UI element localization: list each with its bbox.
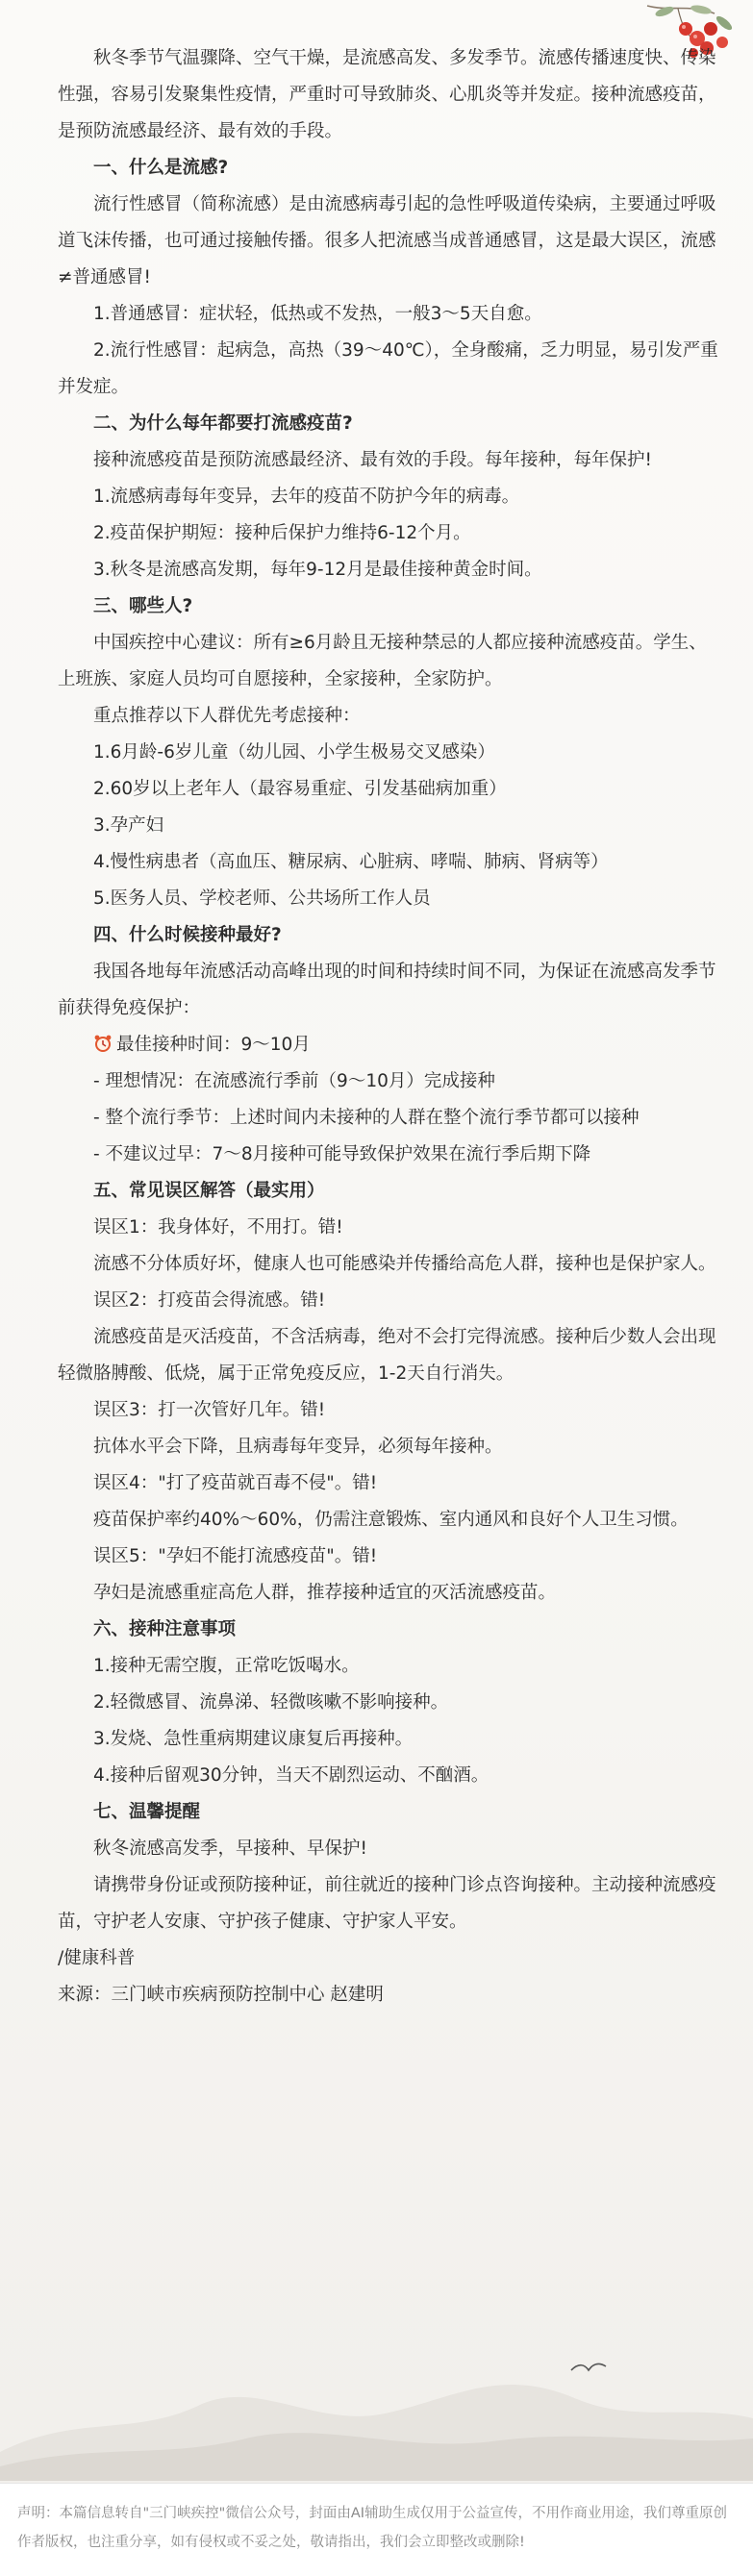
list-item: 2.流行性感冒：起病急，高热（39～40℃），全身酸痛，乏力明显，易引发严重并发症。 bbox=[58, 340, 718, 397]
list-item: 1.6月龄-6岁儿童（幼儿园、小学生极易交叉感染） bbox=[93, 742, 495, 763]
column-label: /健康科普 bbox=[58, 1948, 136, 1968]
section-heading-1: 一、什么是流感? bbox=[93, 158, 229, 178]
myth-answer: 抗体水平会下降，且病毒每年变异，必须每年接种。 bbox=[93, 1437, 503, 1457]
best-time-line bbox=[58, 1027, 721, 1063]
paragraph: 重点推荐以下人群优先考虑接种： bbox=[93, 706, 361, 726]
paragraph: 接种流感疫苗是预防流感最经济、最有效的手段。每年接种，每年保护! bbox=[93, 450, 652, 470]
paragraph: 流行性感冒（简称流感）是由流感病毒引起的急性呼吸道传染病，主要通过呼吸道飞沫传播，也可通过接触传播。很多人把流感当成普通感冒，这是最大误区，流感≠普通感冒! bbox=[58, 194, 716, 288]
list-item: - 不建议过早：7～8月接种可能导致保护效果在流行季后期下降 bbox=[93, 1144, 591, 1164]
best-time-text: 最佳接种时间：9～10月 bbox=[116, 1035, 311, 1055]
myth-line: 误区4："打了疫苗就百毒不侵"。错! bbox=[93, 1473, 378, 1493]
list-item: 4.接种后留观30分钟，当天不剧烈运动、不酗酒。 bbox=[93, 1765, 489, 1786]
section-heading-4: 四、什么时候接种最好? bbox=[93, 925, 282, 945]
myth-answer: 疫苗保护率约40%～60%，仍需注意锻炼、室内通风和良好个人卫生习惯。 bbox=[93, 1510, 689, 1530]
paragraph: 中国疾控中心建议：所有≥6月龄且无接种禁忌的人都应接种流感疫苗。学生、上班族、家庭人员均可自愿接种，全家接种，全家防护。 bbox=[58, 633, 707, 689]
section-heading-6: 六、接种注意事项 bbox=[93, 1619, 237, 1639]
disclaimer bbox=[0, 2483, 753, 2576]
list-item: - 理想情况：在流感流行季前（9～10月）完成接种 bbox=[93, 1071, 495, 1091]
myth-line: 误区3：打一次管好几年。错! bbox=[93, 1400, 326, 1420]
list-item: 2.轻微感冒、流鼻涕、轻微咳嗽不影响接种。 bbox=[93, 1692, 449, 1713]
list-item: 1.接种无需空腹，正常吃饭喝水。 bbox=[93, 1656, 360, 1676]
disclaimer-text: 声明：本篇信息转自"三门峡疾控"微信公众号，封面由AI辅助生成仅用于公益宣传，不用作商业用途，我们尊重原创作者版权，也注重分享，如有侵权或不妥之处，敬请指出，我们会立即整改或删除! bbox=[17, 2506, 728, 2550]
list-item: 4.慢性病患者（高血压、糖尿病、心脏病、哮喘、肺病、肾病等） bbox=[93, 852, 609, 872]
section-heading-2: 二、为什么每年都要打流感疫苗? bbox=[93, 413, 353, 434]
paragraph: 我国各地每年流感活动高峰出现的时间和持续时间不同，为保证在流感高发季节前获得免疫保护： bbox=[58, 962, 716, 1018]
alarm-clock-icon bbox=[93, 1034, 113, 1053]
list-item: - 整个流行季节：上述时间内未接种的人群在整个流行季节都可以接种 bbox=[93, 1108, 640, 1128]
paragraph: 秋冬流感高发季，早接种、早保护! bbox=[93, 1838, 367, 1859]
myth-answer: 流感不分体质好坏，健康人也可能感染并传播给高危人群，接种也是保护家人。 bbox=[93, 1254, 716, 1274]
paragraph: 请携带身份证或预防接种证，前往就近的接种门诊点咨询接种。主动接种流感疫苗，守护老人安康、守护孩子健康、守护家人平安。 bbox=[58, 1875, 716, 1932]
myth-line: 误区2：打疫苗会得流感。错! bbox=[93, 1290, 326, 1311]
section-heading-3: 三、哪些人? bbox=[93, 596, 193, 616]
myth-answer: 孕妇是流感重症高危人群，推荐接种适宜的灭活流感疫苗。 bbox=[93, 1583, 557, 1603]
source-line: 来源：三门峡市疾病预防控制中心 赵建明 bbox=[58, 1985, 384, 2005]
myth-line: 误区1：我身体好，不用打。错! bbox=[93, 1217, 343, 1238]
section-heading-7: 七、温馨提醒 bbox=[93, 1802, 201, 1822]
list-item: 1.普通感冒：症状轻，低热或不发热，一般3～5天自愈。 bbox=[93, 304, 542, 324]
list-item: 3.秋冬是流感高发期，每年9-12月是最佳接种黄金时间。 bbox=[93, 560, 542, 580]
list-item: 1.流感病毒每年变异，去年的疫苗不防护今年的病毒。 bbox=[93, 487, 520, 507]
section-heading-5: 五、常见误区解答（最实用） bbox=[93, 1181, 325, 1201]
ink-mountains-icon bbox=[0, 2346, 753, 2481]
list-item: 3.发烧、急性重病期建议康复后再接种。 bbox=[93, 1729, 414, 1749]
list-item: 2.疫苗保护期短：接种后保护力维持6-12个月。 bbox=[93, 523, 471, 543]
intro-paragraph: 秋冬季节气温骤降、空气干燥，是流感高发、多发季节。流感传播速度快、传染性强，容易引发聚集性疫情，严重时可导致肺炎、心肌炎等并发症。接种流感疫苗，是预防流感最经济、最有效的手段。 bbox=[58, 48, 716, 141]
list-item: 3.孕产妇 bbox=[93, 815, 164, 836]
myth-answer: 流感疫苗是灭活疫苗，不含活病毒，绝对不会打完得流感。接种后少数人会出现轻微胳膊酸、低烧，属于正常免疫反应，1-2天自行消失。 bbox=[58, 1327, 716, 1384]
myth-line: 误区5："孕妇不能打流感疫苗"。错! bbox=[93, 1546, 378, 1566]
list-item: 5.医务人员、学校老师、公共场所工作人员 bbox=[93, 888, 431, 909]
article-body bbox=[58, 40, 721, 2013]
list-item: 2.60岁以上老年人（最容易重症、引发基础病加重） bbox=[93, 779, 507, 799]
